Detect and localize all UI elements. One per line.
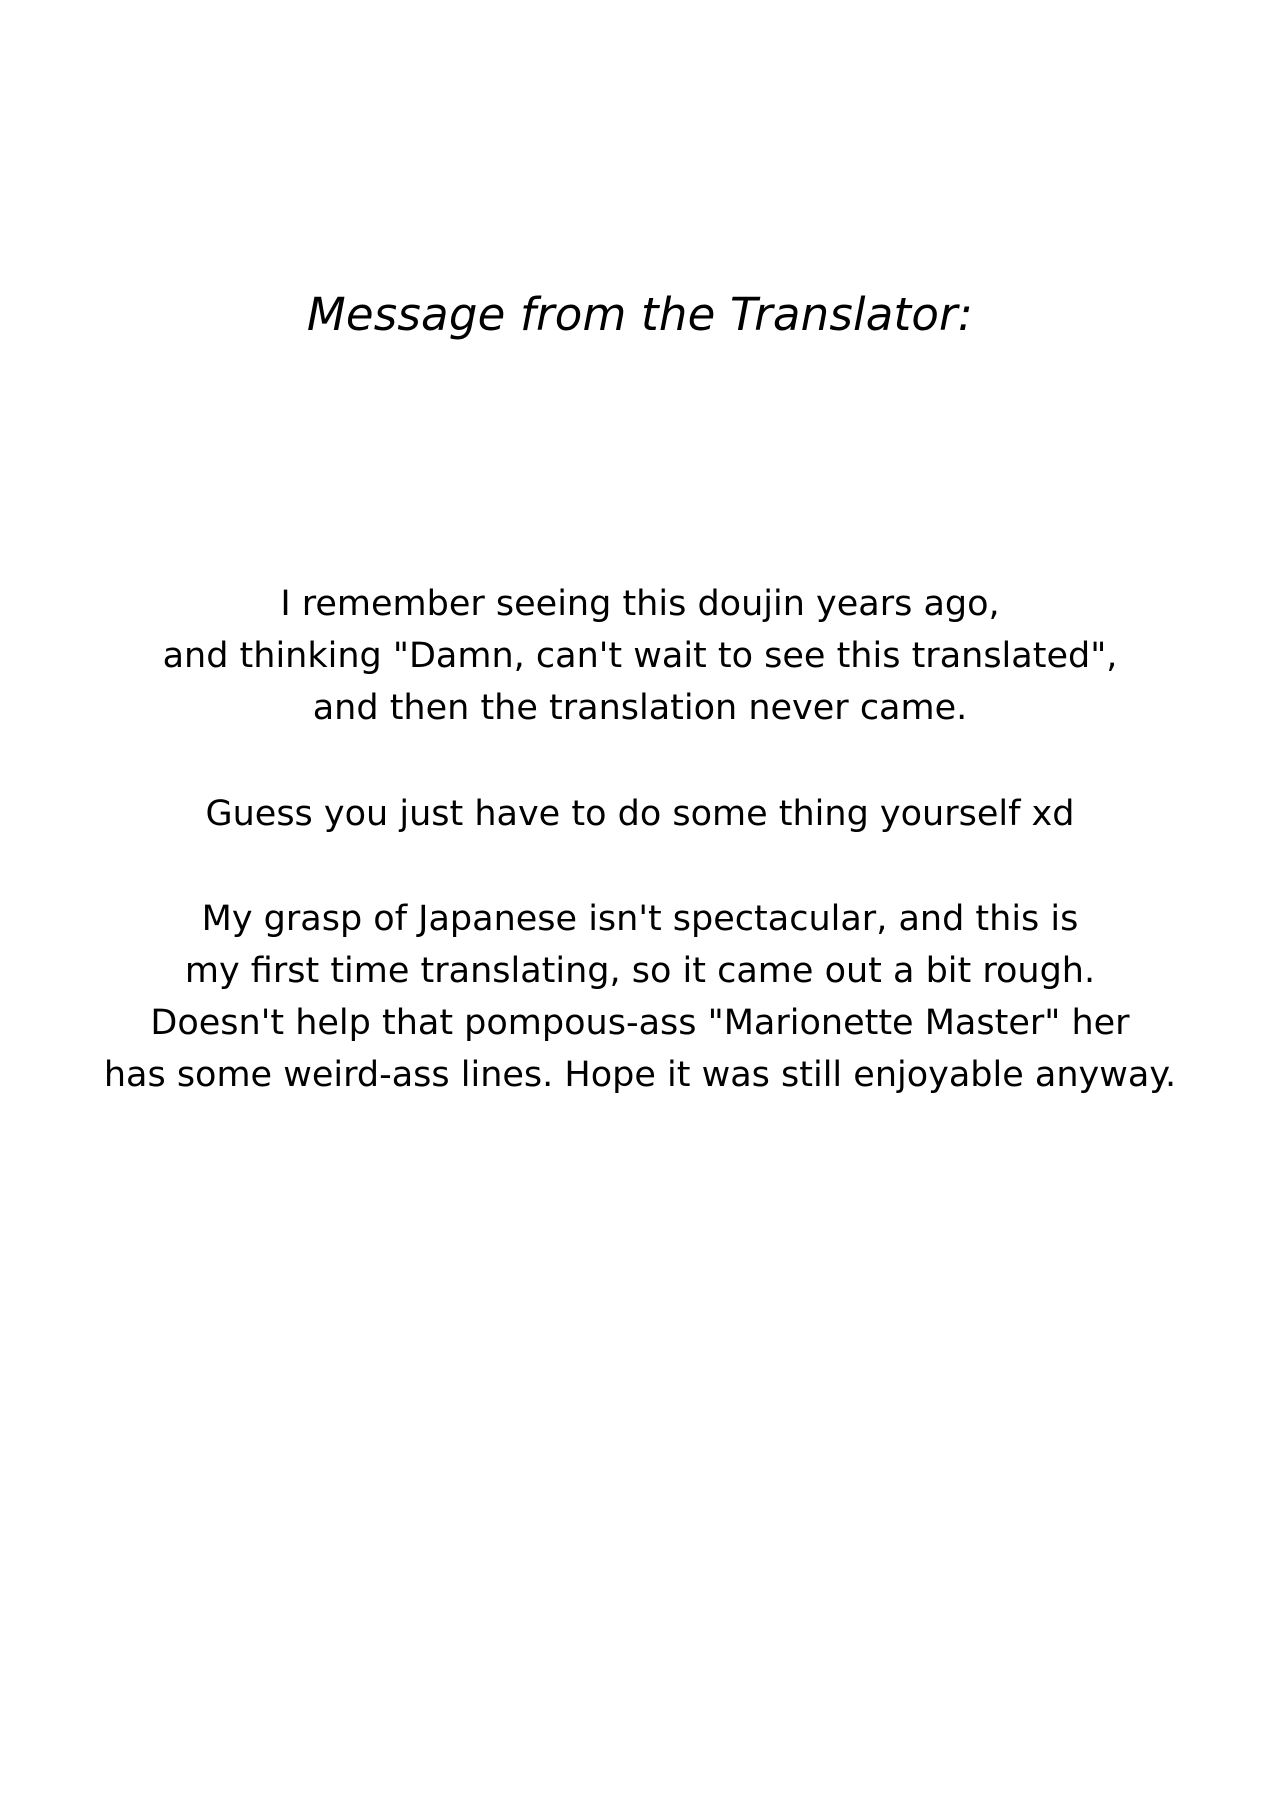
text-line: I remember seeing this doujin years ago,	[280, 584, 1000, 624]
text-line: has some weird-ass lines. Hope it was still enjoyable anyway.	[103, 1055, 1177, 1095]
paragraph-intro	[0, 578, 1280, 734]
text-line: my first time translating, so it came out a bit rough.	[184, 951, 1096, 991]
paragraph-notes	[0, 893, 1280, 1101]
text-line: and thinking "Damn, can't wait to see this translated",	[162, 636, 1118, 676]
text-line: My grasp of Japanese isn't spectacular, and this is	[201, 899, 1079, 939]
text-line: Guess you just have to do some thing yourself xd	[205, 794, 1075, 834]
page-title: Message from the Translator:	[306, 288, 974, 341]
text-line: and then the translation never came.	[312, 688, 968, 728]
text-line: Doesn't help that pompous-ass "Marionette Master" her	[150, 1003, 1130, 1043]
paragraph-guess	[0, 788, 1280, 840]
